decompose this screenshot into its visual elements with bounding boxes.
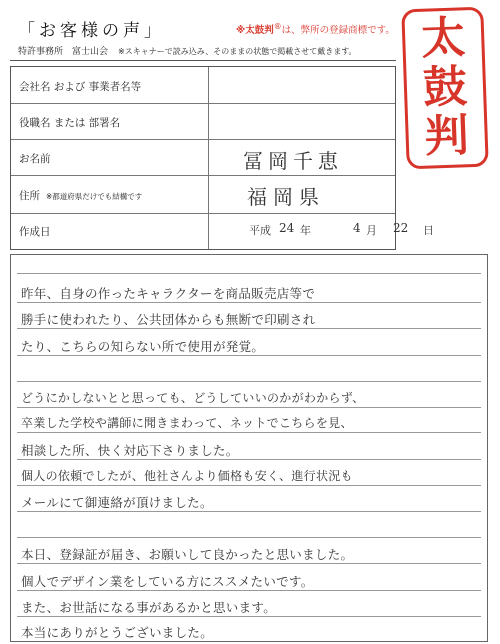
firm-line (18, 44, 357, 57)
address-note: ※都道府県だけでも結構です (46, 192, 143, 201)
ruled-line (17, 432, 481, 433)
name-value: 冨岡千恵 (243, 149, 343, 173)
ruled-line (17, 563, 481, 564)
ruled-line (17, 459, 481, 460)
ruled-line (17, 485, 481, 486)
name-label: お名前 (19, 153, 51, 165)
scanner-note: ※スキャナーで読み込み、そのままの状態で掲載させて戴きます。 (118, 47, 357, 56)
registered-mark: ® (273, 22, 282, 31)
title-label: 役職名 または 部署名 (19, 117, 121, 129)
date-year: 24 (279, 221, 295, 235)
comment-line: 勝手に使われたり、公共団体からも無断で印刷され (21, 312, 316, 327)
firm-name: 特許事務所 富士山会 (18, 47, 109, 57)
comment-line: 卒業した学校や講師に聞きまわって、ネットでこちらを見、 (21, 416, 353, 430)
ruled-line (17, 537, 481, 538)
date-month-unit: 月 (366, 224, 377, 237)
ruled-line (17, 273, 481, 274)
comment-box (10, 254, 488, 642)
seal-stamp (401, 7, 489, 170)
address-label-group (19, 188, 142, 203)
comment-line: どうにかしないとと思っても、どうしていいのかがわからず、 (21, 391, 365, 405)
comment-line: 個人の依頼でしたが、他社さんより価格も安く、進行状況も (21, 469, 353, 483)
info-form (10, 66, 434, 250)
date-row (11, 213, 434, 249)
date-day: 22 (393, 221, 409, 235)
ruled-line (17, 302, 481, 303)
date-label: 作成日 (19, 226, 51, 238)
address-label: 住所 (19, 190, 40, 202)
stamp-char-3: 判 (423, 109, 470, 163)
ruled-line (17, 328, 481, 329)
comment-line: たり、こちらの知らない所で使用が発覚。 (21, 339, 265, 354)
ruled-line (17, 616, 481, 617)
date-month: 4 (353, 221, 361, 235)
ruled-line (17, 511, 481, 512)
stamp-char-2: 鼓 (422, 61, 468, 114)
trademark-brand: ※太鼓判 (236, 25, 274, 37)
ruled-line (17, 407, 481, 408)
comment-line: また、お世話になる事があるかと思います。 (21, 600, 277, 615)
comment-line: 相談した所、快く対応下さりました。 (21, 443, 239, 458)
comment-line: 個人でデザイン業をしている方にススメたいです。 (21, 574, 314, 589)
trademark-text: は、弊所の登録商標です。 (281, 25, 395, 37)
address-row (11, 175, 395, 214)
comment-line: 本当にありがとうございました。 (21, 625, 214, 640)
company-row (11, 67, 395, 104)
title-row (11, 103, 395, 140)
comment-line: 昨年、自身の作ったキャラクターを商品販売店等で (21, 286, 316, 301)
company-label: 会社名 および 事業者名等 (19, 81, 142, 93)
comment-line: 本日、登録証が届き、お願いして良かったと思いました。 (21, 547, 354, 562)
date-era: 平成 (249, 224, 271, 237)
trademark-note (236, 22, 395, 36)
date-day-unit: 日 (423, 224, 434, 237)
stamp-char-1: 太 (420, 12, 467, 66)
form-title: 「お客様の声」 (18, 21, 165, 41)
address-value: 福岡県 (247, 185, 325, 209)
name-row (11, 139, 395, 176)
ruled-line (17, 355, 481, 356)
ruled-line (17, 381, 481, 382)
date-year-unit: 年 (300, 224, 311, 237)
comment-line: メールにて御連絡が頂けました。 (21, 495, 213, 510)
ruled-line (17, 590, 481, 591)
header-rule (10, 60, 396, 61)
